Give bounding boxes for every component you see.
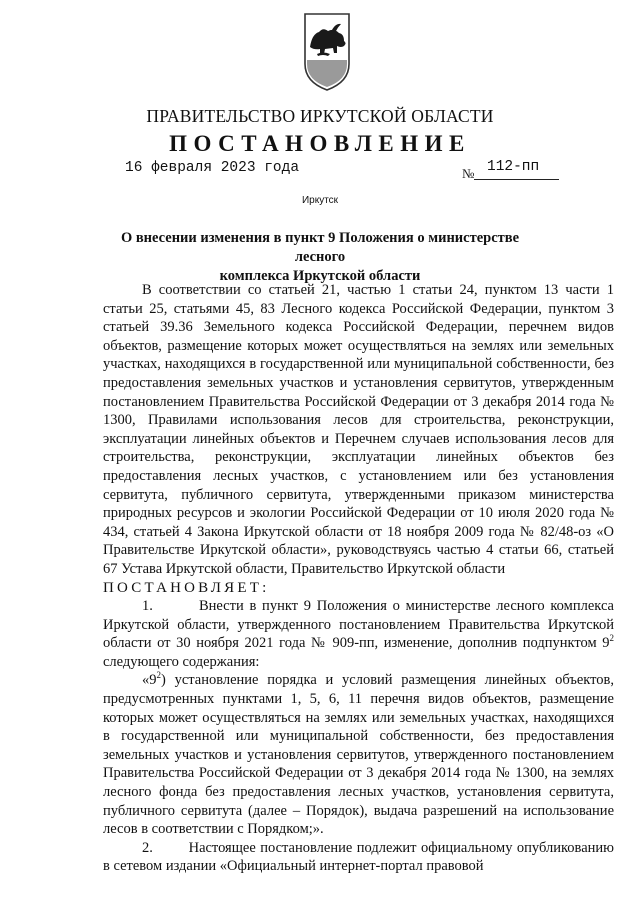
document-type: ПОСТАНОВЛЕНИЕ [169, 131, 471, 156]
superscript: 2 [156, 670, 161, 681]
clause-number: 1. [142, 598, 153, 615]
quoted-amendment [103, 671, 614, 838]
quote-text: ) установление порядка и условий размещения линейных объектов, предусмотренных пунктами 1, 5, 6, 11 перечня видов объектов, размещение которых может осуществляться на землях или земельных участках, находящихся в государственной или муниципальной собственности, без предоставления земельных участков и установления сервитутов, утвержденного постановлением Правительства Российской Федерации от 3 декабря 2014 года № 1300, на землях лесного фонда без предоставления лесных участков, установления сервитута, публичного сервитута (далее – Порядок), выдача разрешений на использование лесов в соответствии с Порядком;». [103, 672, 614, 838]
title-line: О внесении изменения в пункт 9 Положения о министерстве лесного [120, 230, 520, 265]
document-title [100, 229, 540, 286]
quote-open: «9 [142, 672, 157, 689]
document-number: 112-пп [487, 159, 540, 175]
clause-number: 2. [142, 839, 153, 856]
coat-of-arms-irkutsk-icon [303, 12, 351, 92]
city-name: Иркутск [301, 195, 339, 206]
document-body [103, 281, 614, 876]
clause-1 [103, 597, 614, 671]
number-label: № [462, 166, 475, 181]
government-name: ПРАВИТЕЛЬСТВО ИРКУТСКОЙ ОБЛАСТИ [146, 106, 494, 126]
title-line: комплекса Иркутской области [219, 268, 421, 284]
document-date: 16 февраля 2023 года [125, 160, 300, 176]
number-underline [474, 179, 559, 180]
clause-2 [103, 839, 614, 876]
clause-text: Внести в пункт 9 Положения о министерстве лесного комплекса Иркутской области, утвержденного постановлением Правительства Иркутской области от 30 ноября 2021 года № 909-пп, изменение, дополнив подпунктом 9 [103, 598, 614, 652]
superscript: 2 [609, 633, 614, 644]
preamble-paragraph: В соответствии со статьей 21, частью 1 статьи 24, пунктом 13 части 1 статьи 25, статьями 45, 83 Лесного кодекса Российской Федерации, пунктом 3 статьей 39.36 Земельного кодекса Российской Федерации, перечнем видов объектов, размещение которых может осуществляться на землях или земельных участках, находящихся в государственной или муниципальной собственности, без предоставления земельных участков и установления сервитутов, утвержденным постановлением Правительства Российской Федерации от 3 декабря 2014 года № 1300, Правилами использования лесов для строительства, реконструкции, эксплуатации линейных объектов и Перечнем случаев использования лесов для строительства, реконструкции, эксплуатации линейных объектов без предоставления лесных участков, с установлением или без установления сервитута, публичного сервитута, утвержденными приказом министерства природных ресурсов и экологии Российской Федерации от 10 июля 2020 года № 434, статьей 4 Закона Иркутской области от 18 ноября 2009 года № 82/48-оз «О Правительстве Иркутской области», руководствуясь частью 4 статьи 66, статьей 67 Устава Иркутской области, Правительство Иркутской области [103, 282, 614, 577]
clause-text: следующего содержания: [103, 653, 260, 670]
clause-text: Настоящее постановление подлежит официальному опубликованию в сетевом издании «Официальный интернет-портал правовой [103, 839, 614, 875]
resolves-heading: ПОСТАНОВЛЯЕТ: [103, 579, 270, 596]
